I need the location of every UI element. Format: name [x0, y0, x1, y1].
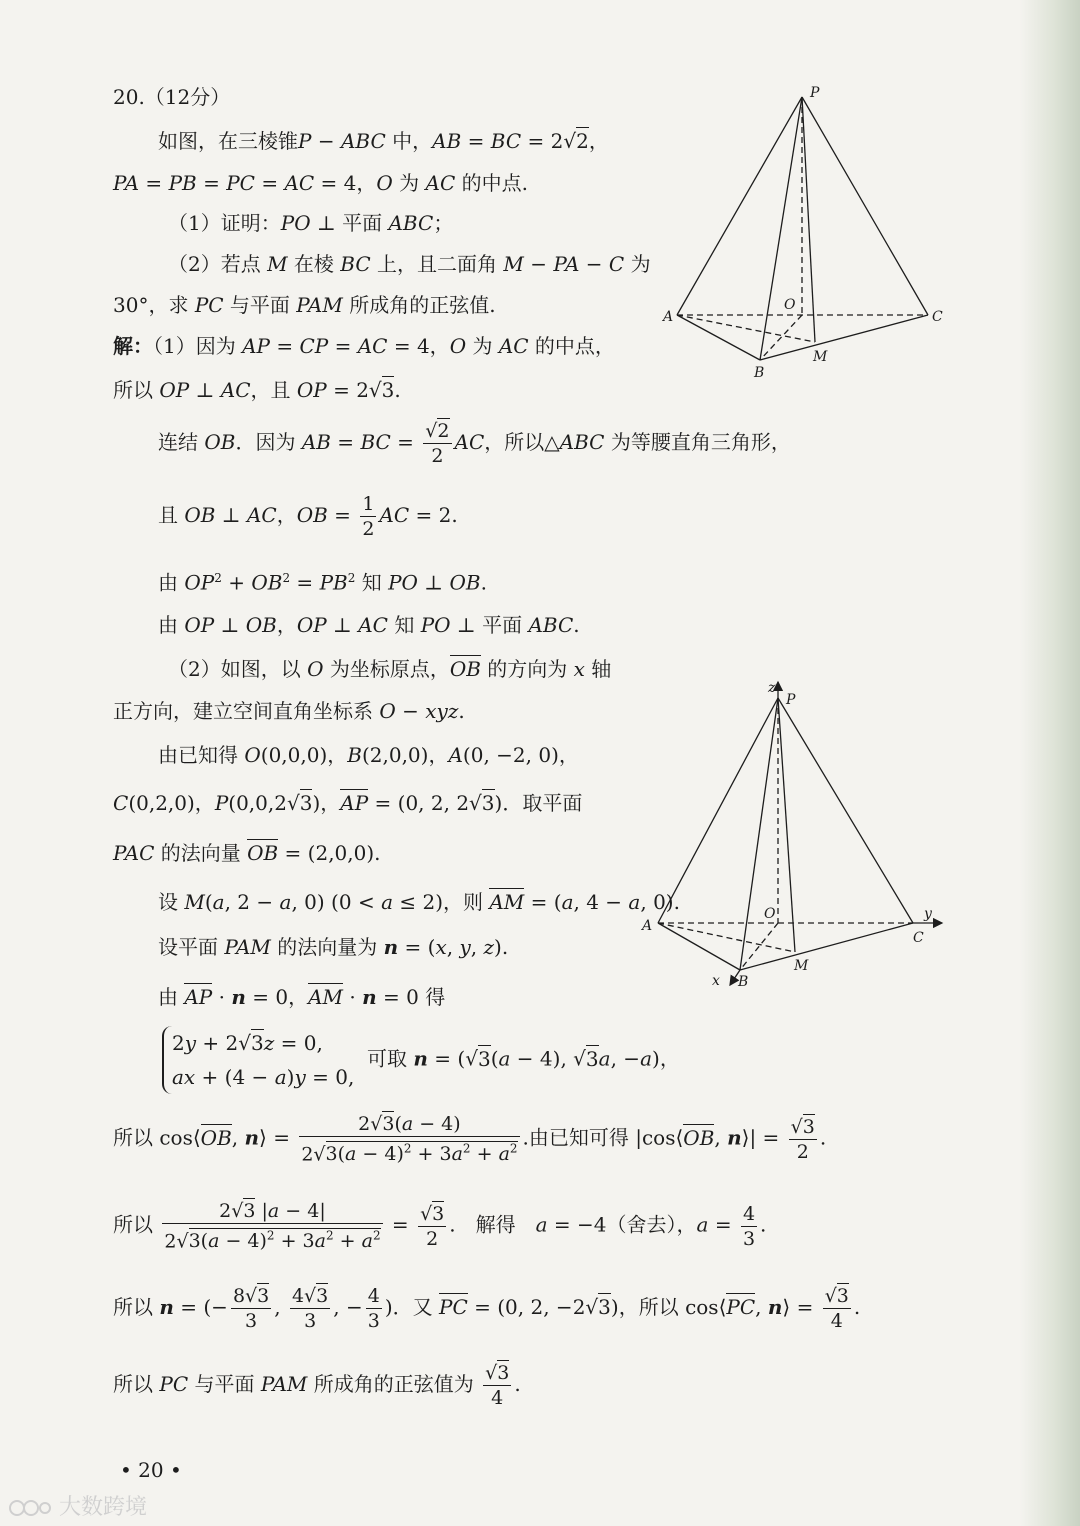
page-number: • 20 •	[120, 1458, 182, 1482]
fig2-label-O: O	[764, 906, 776, 922]
fig2-label-A: A	[642, 918, 653, 934]
watermark-text: 大数跨境	[59, 1495, 148, 1520]
fig1-label-O: O	[784, 297, 796, 313]
problem-statement-line-2: PA = PB = PC = AC = 4，O 为 AC 的中点.	[113, 171, 528, 195]
fig2-label-B: B	[738, 974, 749, 990]
fig2-label-x: x	[712, 973, 720, 989]
solution-line-6: 由 OP ⊥ OB，OP ⊥ AC 知 PO ⊥ 平面 ABC.	[158, 613, 580, 637]
solution-line-4: 且 OB ⊥ AC，OB = $\frac{1}{2}$ AC = 2.	[158, 493, 458, 540]
solution-equation-system: 2y + 2√3z = 0, ax + (4 − a)y = 0, 可取 n = (√3(a − 4), √3a, −a)，	[162, 1026, 680, 1094]
problem-part-2-line-2: 30°，求 PC 与平面 PAM 所成角的正弦值.	[113, 293, 496, 317]
problem-part-2-line-1: （2）若点 M 在棱 BC 上，且二面角 M − PA − C 为	[168, 252, 651, 276]
watermark-logo-icon	[8, 1497, 52, 1519]
problem-part-1: （1）证明：PO ⊥ 平面 ABC；	[168, 211, 454, 235]
solution-line-14: 由 AP · n = 0，AM · n = 0 得	[158, 985, 446, 1009]
watermark	[8, 1490, 147, 1521]
fig1-label-P: P	[810, 85, 820, 101]
solution-line-19: 所以 PC 与平面 PAM 所成角的正弦值为 $\frac{√3}{4}$ .	[113, 1362, 521, 1409]
problem-statement-line-1: 如图，在三棱锥P − ABC 中，AB = BC = 2√2，	[158, 129, 609, 153]
solution-line-17: 所以 $\frac{2√3 |a - 4|}{2√3(a - 4)^2 + 3a^2 + a^2}$ = $\frac{√3}{2}$ . 解得 a = −4（舍去），a = $\frac{4}{3}$ .	[113, 1200, 767, 1253]
solution-line-16: 所以 cos⟨OB, n⟩ = $\frac{2√3(a - 4)}{2√3(a - 4)^2 + 3a^2 + a^2}$ .由已知可得 |cos⟨OB, n⟩| = $\frac{√3}{2}$ .	[113, 1113, 827, 1166]
solution-line-7: （2）如图，以 O 为坐标原点，OB 的方向为 x 轴	[168, 657, 612, 681]
fig2-label-C: C	[913, 930, 924, 946]
solution-line-9: 由已知得 O(0,0,0)，B(2,0,0)，A(0, −2, 0)，	[158, 743, 579, 767]
solution-line-8: 正方向，建立空间直角坐标系 O − xyz.	[113, 699, 465, 723]
solution-label: 解：	[113, 334, 153, 358]
pyramid-figure-1	[650, 80, 960, 390]
fig2-label-M: M	[794, 958, 809, 974]
pyramid-figure-2-coordinates	[630, 670, 960, 1000]
solution-line-3: 连结 OB．因为 AB = BC = $\frac{√2}{2}$ AC，所以△ABC 为等腰直角三角形，	[158, 420, 791, 467]
solution-line-10: C(0,2,0)，P(0,0,2√3)，AP = (0, 2, 2√3)．取平面	[113, 791, 583, 815]
solution-line-18: 所以 n = (− $\frac{8√3}{3}$ , $\frac{4√3}{3}$ , − $\frac{4}{3}$ )．又 PC = (0, 2, −2√3)，所以 cos⟨PC, n⟩ = $\frac{√3}{4}$ .	[113, 1285, 861, 1332]
fig1-label-A: A	[663, 309, 674, 325]
solution-line-5: 由 $OP^2 + OB^2 = PB^2$ 知 PO ⊥ OB.	[158, 570, 487, 595]
solution-line-11: PAC 的法向量 OB = (2,0,0).	[113, 841, 381, 865]
solution-line-12: 设 M(a, 2 − a, 0) (0 < a ≤ 2)，则 AM = (a, 4 − a, 0).	[158, 890, 680, 914]
solution-line-2: 所以 OP ⊥ AC，且 OP = 2√3.	[113, 378, 401, 402]
fig2-label-P: P	[786, 692, 796, 708]
fig1-label-M: M	[813, 349, 828, 365]
problem-header: 20.（12分）	[113, 85, 231, 109]
solution-line-1: 解：（1）因为 AP = CP = AC = 4，O 为 AC 的中点，	[113, 334, 615, 358]
fig1-label-B: B	[754, 365, 765, 381]
page-edge-shadow	[1020, 0, 1080, 1526]
fig2-label-z: z	[768, 680, 776, 696]
fig1-label-C: C	[932, 309, 943, 325]
fig2-label-y: y	[924, 906, 932, 922]
solution-line-13: 设平面 PAM 的法向量为 n = (x, y, z).	[158, 935, 509, 959]
